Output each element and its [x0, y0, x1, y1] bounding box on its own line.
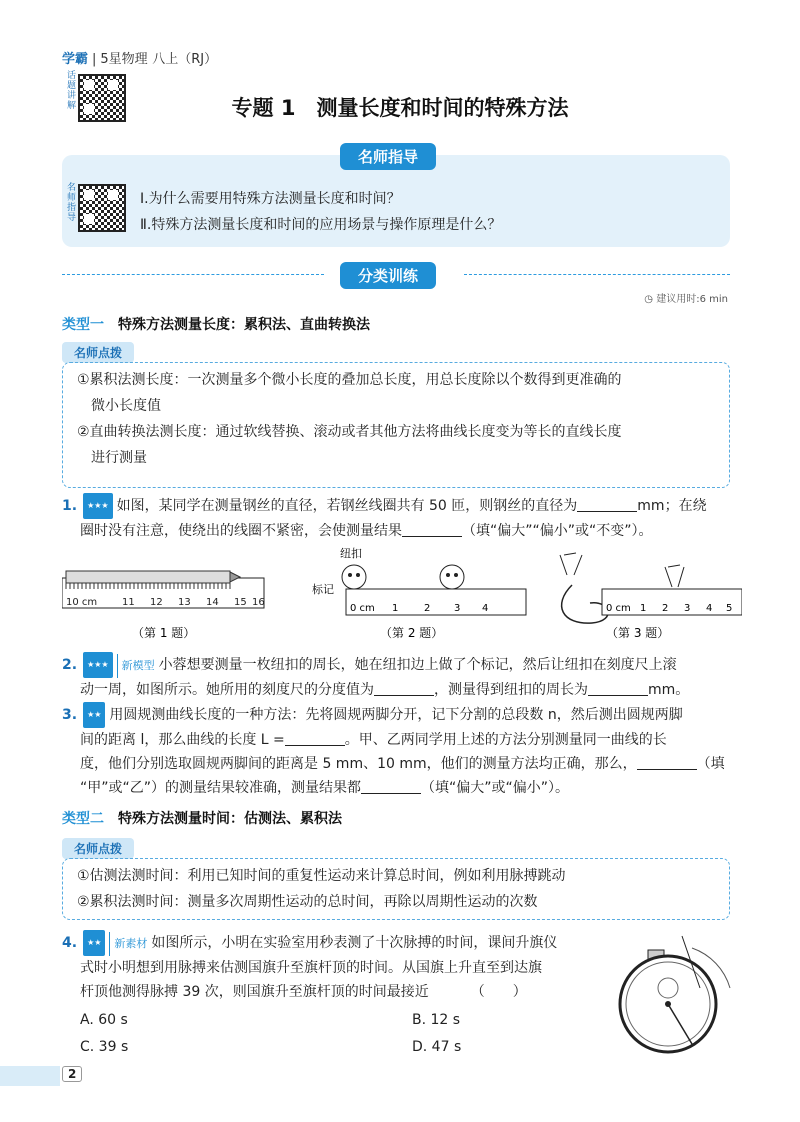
type1-hint-line: 微小长度值	[91, 398, 161, 414]
problem-text: 动一周，如图所示。她所用的刻度尺的分度值为	[80, 682, 374, 698]
guide-question-2: Ⅱ.特殊方法测量长度和时间的应用场景与操作原理是什么？	[140, 217, 502, 233]
problem-number: 3.	[62, 707, 78, 723]
ruler3-label: 4	[706, 603, 713, 614]
ruler2-label: 4	[482, 603, 489, 614]
problem-text: 小蓉想要测量一枚纽扣的周长，她在纽扣边上做了个标记，然后让纽扣在刻度尺上滚	[158, 657, 677, 673]
figures-row	[62, 545, 742, 650]
new-model-tag: 新模型	[117, 654, 155, 678]
type1-hint-line: ②直曲转换法测长度：通过软线替换、滚动或者其他方法将曲线长度变为等长的直线长度	[77, 424, 622, 440]
type1-hint-line: 进行测量	[91, 450, 147, 466]
type1-hint-box	[62, 362, 730, 488]
ruler3-label: 3	[684, 603, 691, 614]
problem-text: 圈时没有注意，使绕出的线圈不紧密，会使测量结果	[80, 523, 402, 539]
problem-text: “甲”或“乙”）的测量结果较准确，测量结果都	[80, 780, 362, 796]
ruler2-label: 3	[454, 603, 461, 614]
ruler2-label: 2	[424, 603, 431, 614]
ruler3-label: 2	[662, 603, 669, 614]
figure-2-caption: （第 2 题）	[380, 626, 444, 640]
type2-name: 特殊方法测量时间：估测法、累积法	[118, 811, 342, 827]
answer-blank[interactable]	[588, 681, 648, 696]
type2-hint-line: ②累积法测时间：测量多次周期性运动的总时间，再除以周期性运动的次数	[77, 894, 538, 910]
ruler1-label: 16	[252, 597, 265, 608]
ruler2-label: 1	[392, 603, 399, 614]
problem-2	[62, 652, 742, 702]
book-name: 八上（RJ）	[152, 52, 218, 67]
suggested-time-text: 建议用时:6 min	[656, 294, 728, 305]
series-name: 5星物理	[100, 52, 148, 67]
answer-blank[interactable]	[402, 522, 462, 537]
problem-text: 用圆规测曲线长度的一种方法：先将圆规两脚分开，记下分割的总段数 n，然后测出圆规两脚	[109, 707, 683, 723]
problem-text: 如图所示，小明在实验室用秒表测了十次脉搏的时间，课间升旗仪	[151, 935, 558, 951]
type2-heading	[62, 808, 342, 828]
qr-code-guide[interactable]	[78, 184, 126, 232]
problem-number: 2.	[62, 657, 78, 673]
ruler1-label: 10 cm	[66, 597, 98, 608]
button-label: 纽扣	[340, 547, 362, 560]
answer-blank[interactable]	[637, 755, 697, 770]
option-c[interactable]: C. 39 s	[80, 1039, 129, 1055]
problem-number: 4.	[62, 935, 78, 951]
ruler1-label: 11	[122, 597, 135, 608]
type2-hint-box	[62, 858, 730, 920]
problem-text: 度，他们分别选取圆规两脚间的距离是 5 mm、10 mm，他们的测量方法均正确，那么，	[80, 756, 637, 772]
problem-text: （填“偏大”或“偏小”）。	[421, 780, 570, 796]
option-d[interactable]: D. 47 s	[412, 1039, 462, 1055]
ruler3-label: 1	[640, 603, 647, 614]
type1-label: 类型一	[62, 317, 104, 333]
guide-question-1: Ⅰ.为什么需要用特殊方法测量长度和时间？	[140, 191, 401, 207]
difficulty-stars: ★★★	[83, 493, 113, 519]
problem-3	[62, 702, 742, 800]
guide-qr-label: 名师指导	[65, 182, 75, 222]
page-number: 2	[62, 1066, 82, 1082]
suggested-time	[644, 290, 728, 305]
ruler3-label: 0 cm	[606, 603, 631, 614]
figure-3-compass	[560, 553, 742, 640]
divider-right	[464, 274, 730, 275]
footer-bar	[0, 1066, 60, 1086]
header-brand: 学霸 | 5星物理 八上（RJ）	[62, 52, 218, 67]
ruler1-label: 13	[178, 597, 191, 608]
answer-blank[interactable]	[374, 681, 434, 696]
clock-icon: ◷	[644, 294, 654, 305]
problem-text: mm；在绕	[637, 498, 707, 514]
problem-text: 杆顶他测得脉搏 39 次，则国旗升至旗杆顶的时间最接近	[80, 984, 429, 1000]
problem-1	[62, 493, 742, 543]
type2-hint-line: ①估测法测时间：利用已知时间的重复性运动来计算总时间，例如利用脉搏跳动	[77, 868, 566, 884]
option-b[interactable]: B. 12 s	[412, 1012, 461, 1028]
ruler1-label: 12	[150, 597, 163, 608]
answer-blank[interactable]	[577, 497, 637, 512]
problem-4	[62, 930, 622, 1004]
ruler3-label: 5	[726, 603, 733, 614]
answer-blank[interactable]	[361, 779, 421, 794]
type1-hint-line: ①累积法测长度：一次测量多个微小长度的叠加总长度，用总长度除以个数得到更准确的	[77, 372, 622, 388]
problem-text: 如图，某同学在测量钢丝的直径，若钢丝线圈共有 50 匝，则钢丝的直径为	[116, 498, 578, 514]
difficulty-stars: ★★	[83, 702, 105, 728]
training-pill: 分类训练	[340, 262, 436, 289]
figure-1-coil-ruler	[62, 571, 265, 640]
problem-text: 式时小明想到用脉搏来估测国旗升至旗杆顶的时间。从国旗上升直至到达旗	[80, 960, 542, 976]
problem-text: （填	[696, 756, 725, 772]
problem-number: 1.	[62, 498, 78, 514]
answer-paren[interactable]: （ ）	[470, 984, 527, 1000]
guide-pill: 名师指导	[340, 143, 436, 170]
type2-hint-tag: 名师点拨	[62, 838, 134, 859]
answer-blank[interactable]	[285, 731, 345, 746]
type1-hint-tag: 名师点拨	[62, 342, 134, 363]
brand-name: 学霸	[62, 52, 89, 67]
mark-label: 标记	[312, 583, 334, 596]
type1-heading	[62, 314, 370, 334]
figure-2-button-ruler	[312, 546, 526, 640]
new-material-tag: 新素材	[109, 932, 147, 956]
problem-text: 。甲、乙两同学用上述的方法分别测量同一曲线的长	[344, 732, 667, 748]
page-title: 专题 1 测量长度和时间的特殊方法	[231, 96, 569, 120]
qr-side-label: 话题讲解	[65, 70, 75, 110]
guide-questions	[140, 186, 501, 238]
figure-3-caption: （第 3 题）	[606, 626, 670, 640]
type2-label: 类型二	[62, 811, 104, 827]
difficulty-stars: ★★	[83, 930, 105, 956]
problem-text: （填“偏大”“偏小”或“不变”）。	[462, 523, 653, 539]
problem-text: ，测量得到纽扣的周长为	[434, 682, 588, 698]
problem-text: 间的距离 l，那么曲线的长度 L =	[80, 732, 285, 748]
type1-name: 特殊方法测量长度：累积法、直曲转换法	[118, 317, 370, 333]
stopwatch-figure	[610, 928, 740, 1058]
divider-left	[62, 274, 324, 275]
ruler1-label: 14	[206, 597, 219, 608]
problem-text: mm。	[648, 682, 690, 698]
ruler1-label: 15	[234, 597, 247, 608]
figure-1-caption: （第 1 题）	[132, 626, 196, 640]
ruler2-label: 0 cm	[350, 603, 375, 614]
option-a[interactable]: A. 60 s	[80, 1012, 128, 1028]
difficulty-stars: ★★★	[83, 652, 113, 678]
